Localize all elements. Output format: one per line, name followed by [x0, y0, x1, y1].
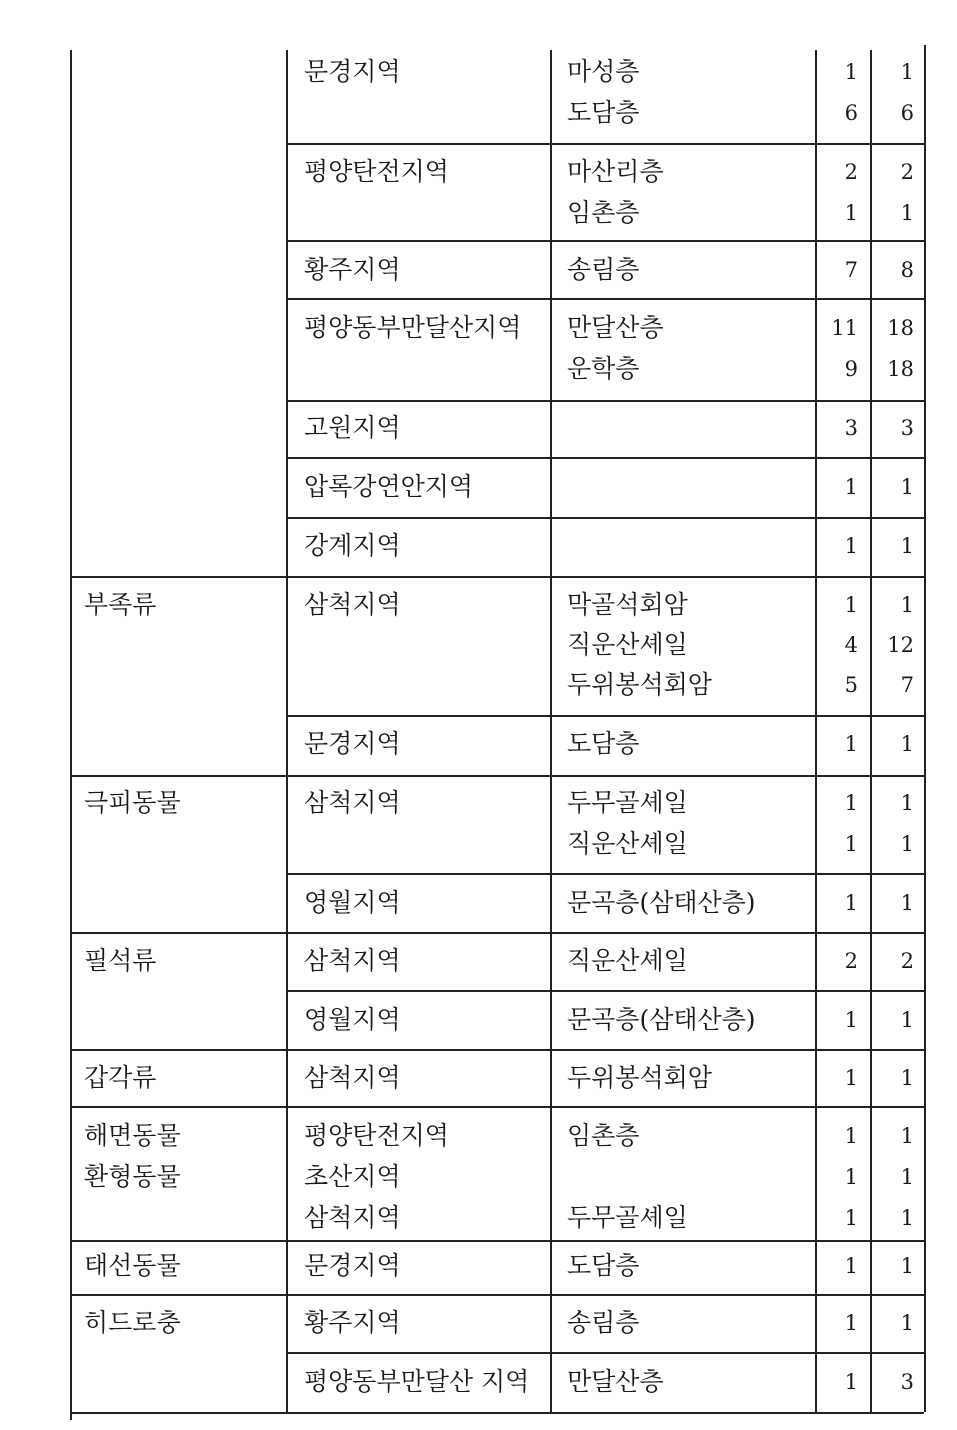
layer-cell: 직운산셰일: [567, 829, 688, 858]
layer-cell: 직운산셰일: [567, 630, 688, 659]
count-cell: 1: [844, 891, 858, 915]
column-divider-2: [550, 50, 552, 1412]
layer-cell: 두위봉석회암: [567, 1063, 712, 1092]
layer-cell: 도담층: [567, 98, 640, 127]
count-cell: 1: [844, 593, 858, 617]
layer-cell: 막골석회암: [567, 590, 688, 619]
region-cell: 영월지역: [304, 888, 401, 917]
count-cell: 2: [844, 949, 858, 973]
table-right-border: [924, 45, 926, 1412]
layer-cell: 문곡층(삼태산층): [567, 1005, 756, 1034]
count-cell: 1: [900, 832, 914, 856]
row-divider: [286, 240, 924, 242]
layer-cell: 만달산층: [567, 313, 664, 342]
count-cell: 1: [900, 1066, 914, 1090]
group-divider: [70, 576, 924, 578]
row-divider: [286, 1352, 924, 1354]
count-cell: 1: [844, 1066, 858, 1090]
region-cell: 문경지역: [304, 1251, 401, 1280]
layer-cell: 운학층: [567, 354, 640, 383]
row-divider: [286, 873, 924, 875]
count-cell: 1: [844, 534, 858, 558]
region-cell: 황주지역: [304, 255, 401, 284]
group-divider: [70, 1049, 924, 1051]
region-cell: 삼척지역: [304, 788, 401, 817]
count-cell: 1: [900, 1254, 914, 1278]
region-cell: 고원지역: [304, 413, 401, 442]
count-cell: 1: [844, 791, 858, 815]
count-cell: 1: [900, 1165, 914, 1189]
count-cell: 2: [900, 160, 914, 184]
layer-cell: 두무골셰일: [567, 788, 688, 817]
row-divider: [286, 400, 924, 402]
region-cell: 삼척지역: [304, 946, 401, 975]
column-divider-3: [815, 50, 817, 1412]
group-cell: 태선동물: [84, 1251, 181, 1280]
count-cell: 1: [900, 60, 914, 84]
count-cell: 1: [844, 1008, 858, 1032]
group-cell: 극피동물: [84, 788, 181, 817]
count-cell: 1: [900, 593, 914, 617]
group-cell: 해면동물: [84, 1121, 181, 1150]
layer-cell: 두위봉석회암: [567, 670, 712, 699]
group-divider: [70, 1294, 924, 1296]
count-cell: 1: [844, 201, 858, 225]
row-divider: [286, 457, 924, 459]
count-cell: 1: [900, 891, 914, 915]
count-cell: 3: [900, 1370, 914, 1394]
region-cell: 평양동부만달산 지역: [304, 1367, 530, 1396]
region-cell: 문경지역: [304, 57, 401, 86]
region-cell: 강계지역: [304, 531, 401, 560]
count-cell: 2: [844, 160, 858, 184]
count-cell: 1: [900, 201, 914, 225]
layer-cell: 도담층: [567, 729, 640, 758]
layer-cell: 문곡층(삼태산층): [567, 888, 756, 917]
count-cell: 1: [900, 1206, 914, 1230]
count-cell: 1: [900, 1311, 914, 1335]
layer-cell: 마산리층: [567, 157, 664, 186]
layer-cell: 만달산층: [567, 1367, 664, 1396]
count-cell: 8: [900, 258, 914, 282]
layer-cell: 송림층: [567, 255, 640, 284]
count-cell: 7: [844, 258, 858, 282]
group-cell: 필석류: [84, 946, 157, 975]
column-divider-4: [870, 50, 872, 1412]
group-divider: [70, 775, 924, 777]
group-divider: [70, 1106, 924, 1108]
group-cell: 환형동물: [84, 1162, 181, 1191]
table-left-border: [70, 50, 72, 1420]
count-cell: 1: [844, 1206, 858, 1230]
count-cell: 1: [844, 60, 858, 84]
column-divider-1: [286, 50, 288, 1412]
table-bottom-border: [70, 1412, 924, 1414]
region-cell: 문경지역: [304, 729, 401, 758]
count-cell: 6: [844, 101, 858, 125]
group-divider: [70, 932, 924, 934]
count-cell: 4: [844, 633, 858, 657]
count-cell: 1: [844, 1124, 858, 1148]
count-cell: 1: [844, 1254, 858, 1278]
layer-cell: 직운산셰일: [567, 946, 688, 975]
row-divider: [286, 715, 924, 717]
count-cell: 1: [844, 1370, 858, 1394]
layer-cell: 두무골셰일: [567, 1203, 688, 1232]
group-divider: [70, 1240, 924, 1242]
region-cell: 영월지역: [304, 1005, 401, 1034]
count-cell: 12: [887, 633, 914, 657]
row-divider: [286, 990, 924, 992]
row-divider: [286, 143, 924, 145]
region-cell: 압록강연안지역: [304, 472, 474, 501]
region-cell: 삼척지역: [304, 1063, 401, 1092]
layer-cell: 도담층: [567, 1251, 640, 1280]
region-cell: 삼척지역: [304, 1203, 401, 1232]
count-cell: 1: [900, 475, 914, 499]
count-cell: 1: [844, 475, 858, 499]
region-cell: 평양탄전지역: [304, 1121, 449, 1150]
layer-cell: 임촌층: [567, 198, 640, 227]
count-cell: 1: [900, 534, 914, 558]
count-cell: 1: [900, 732, 914, 756]
count-cell: 1: [844, 1311, 858, 1335]
region-cell: 삼척지역: [304, 590, 401, 619]
region-cell: 평양동부만달산지역: [304, 313, 522, 342]
region-cell: 초산지역: [304, 1162, 401, 1191]
count-cell: 7: [900, 673, 914, 697]
count-cell: 1: [900, 791, 914, 815]
region-cell: 황주지역: [304, 1308, 401, 1337]
count-cell: 1: [900, 1008, 914, 1032]
count-cell: 18: [887, 357, 914, 381]
count-cell: 11: [831, 316, 858, 340]
count-cell: 1: [844, 832, 858, 856]
count-cell: 2: [900, 949, 914, 973]
count-cell: 1: [844, 1165, 858, 1189]
row-divider: [286, 298, 924, 300]
count-cell: 9: [844, 357, 858, 381]
count-cell: 3: [844, 416, 858, 440]
group-cell: 부족류: [84, 590, 157, 619]
group-cell: 갑각류: [84, 1063, 157, 1092]
count-cell: 1: [900, 1124, 914, 1148]
count-cell: 6: [900, 101, 914, 125]
region-cell: 평양탄전지역: [304, 157, 449, 186]
layer-cell: 임촌층: [567, 1121, 640, 1150]
layer-cell: 송림층: [567, 1308, 640, 1337]
count-cell: 1: [844, 732, 858, 756]
row-divider: [286, 517, 924, 519]
count-cell: 5: [844, 673, 858, 697]
count-cell: 18: [887, 316, 914, 340]
group-cell: 히드로충: [84, 1308, 181, 1337]
count-cell: 3: [900, 416, 914, 440]
layer-cell: 마성층: [567, 57, 640, 86]
